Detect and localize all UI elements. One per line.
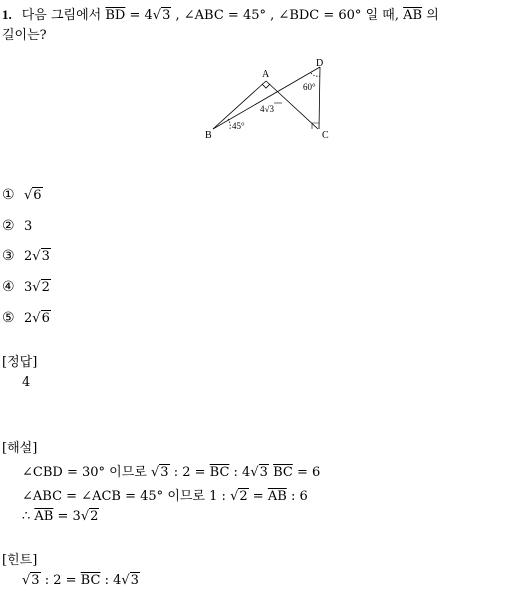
label-side-bd: 4√3 — [260, 104, 274, 114]
question-text: 다음 그림에서 — [21, 8, 102, 23]
angle-d-arc — [311, 73, 320, 76]
choice-mark: ④ — [2, 279, 15, 295]
right-angle-mark — [262, 84, 270, 88]
label-angle-b: 45° — [232, 121, 245, 131]
hint-line-1: √3 : $2 = \overline{BC}$ : 4√3 — [22, 573, 139, 588]
answer-title: [정답] — [2, 355, 38, 370]
triangle-figure — [200, 56, 340, 148]
label-a: A — [262, 69, 270, 80]
choice-4[interactable]: ④ 3√2 — [2, 279, 50, 295]
explanation-line-2: ∠ABC = ∠ACB = 45° 이므로 1 : $√2 = \overline{AB}$ : 6 — [22, 489, 308, 504]
answer-value: 4 — [22, 375, 31, 390]
choice-5[interactable]: ⑤ 2√6 — [2, 310, 50, 326]
label-d: D — [316, 58, 324, 69]
question-line-2: 길이는? — [2, 28, 47, 43]
explanation-title: [해설] — [2, 441, 38, 456]
choice-mark: ⑤ — [2, 310, 15, 326]
choice-mark: ③ — [2, 248, 15, 264]
segment-ab: $\overline{AB}$ — [403, 8, 423, 23]
choice-mark: ① — [2, 187, 15, 203]
explanation-line-1: ∠CBD = 30° 이므로 √3 : $2 = \overline{BC}$ : 4√3 $\overline{BC} = 6$ — [22, 465, 321, 480]
sqrt: √3 — [152, 8, 171, 23]
segment-bd: $\overline{BD}$ — [105, 8, 126, 23]
label-angle-d: 60° — [303, 82, 316, 92]
question-number: 1. — [2, 7, 12, 22]
choice-2[interactable]: ② 3 — [2, 218, 33, 234]
explanation-line-3: ∴ $\overline{AB} = 3√2$ — [22, 509, 99, 524]
choice-mark: ② — [2, 218, 15, 234]
hint-title: [힌트] — [2, 553, 38, 568]
choice-1[interactable]: ① √6 — [2, 187, 42, 203]
label-c: C — [322, 130, 329, 141]
label-b: B — [205, 130, 212, 141]
choice-3[interactable]: ③ 2√3 — [2, 248, 50, 264]
question-line-1: 1. 다음 그림에서 $\overline{BD} = 4√3$ , ∠ABC = 45° , ∠BDC = 60° 일 때, $\overline{AB}$ 의 — [2, 7, 439, 23]
